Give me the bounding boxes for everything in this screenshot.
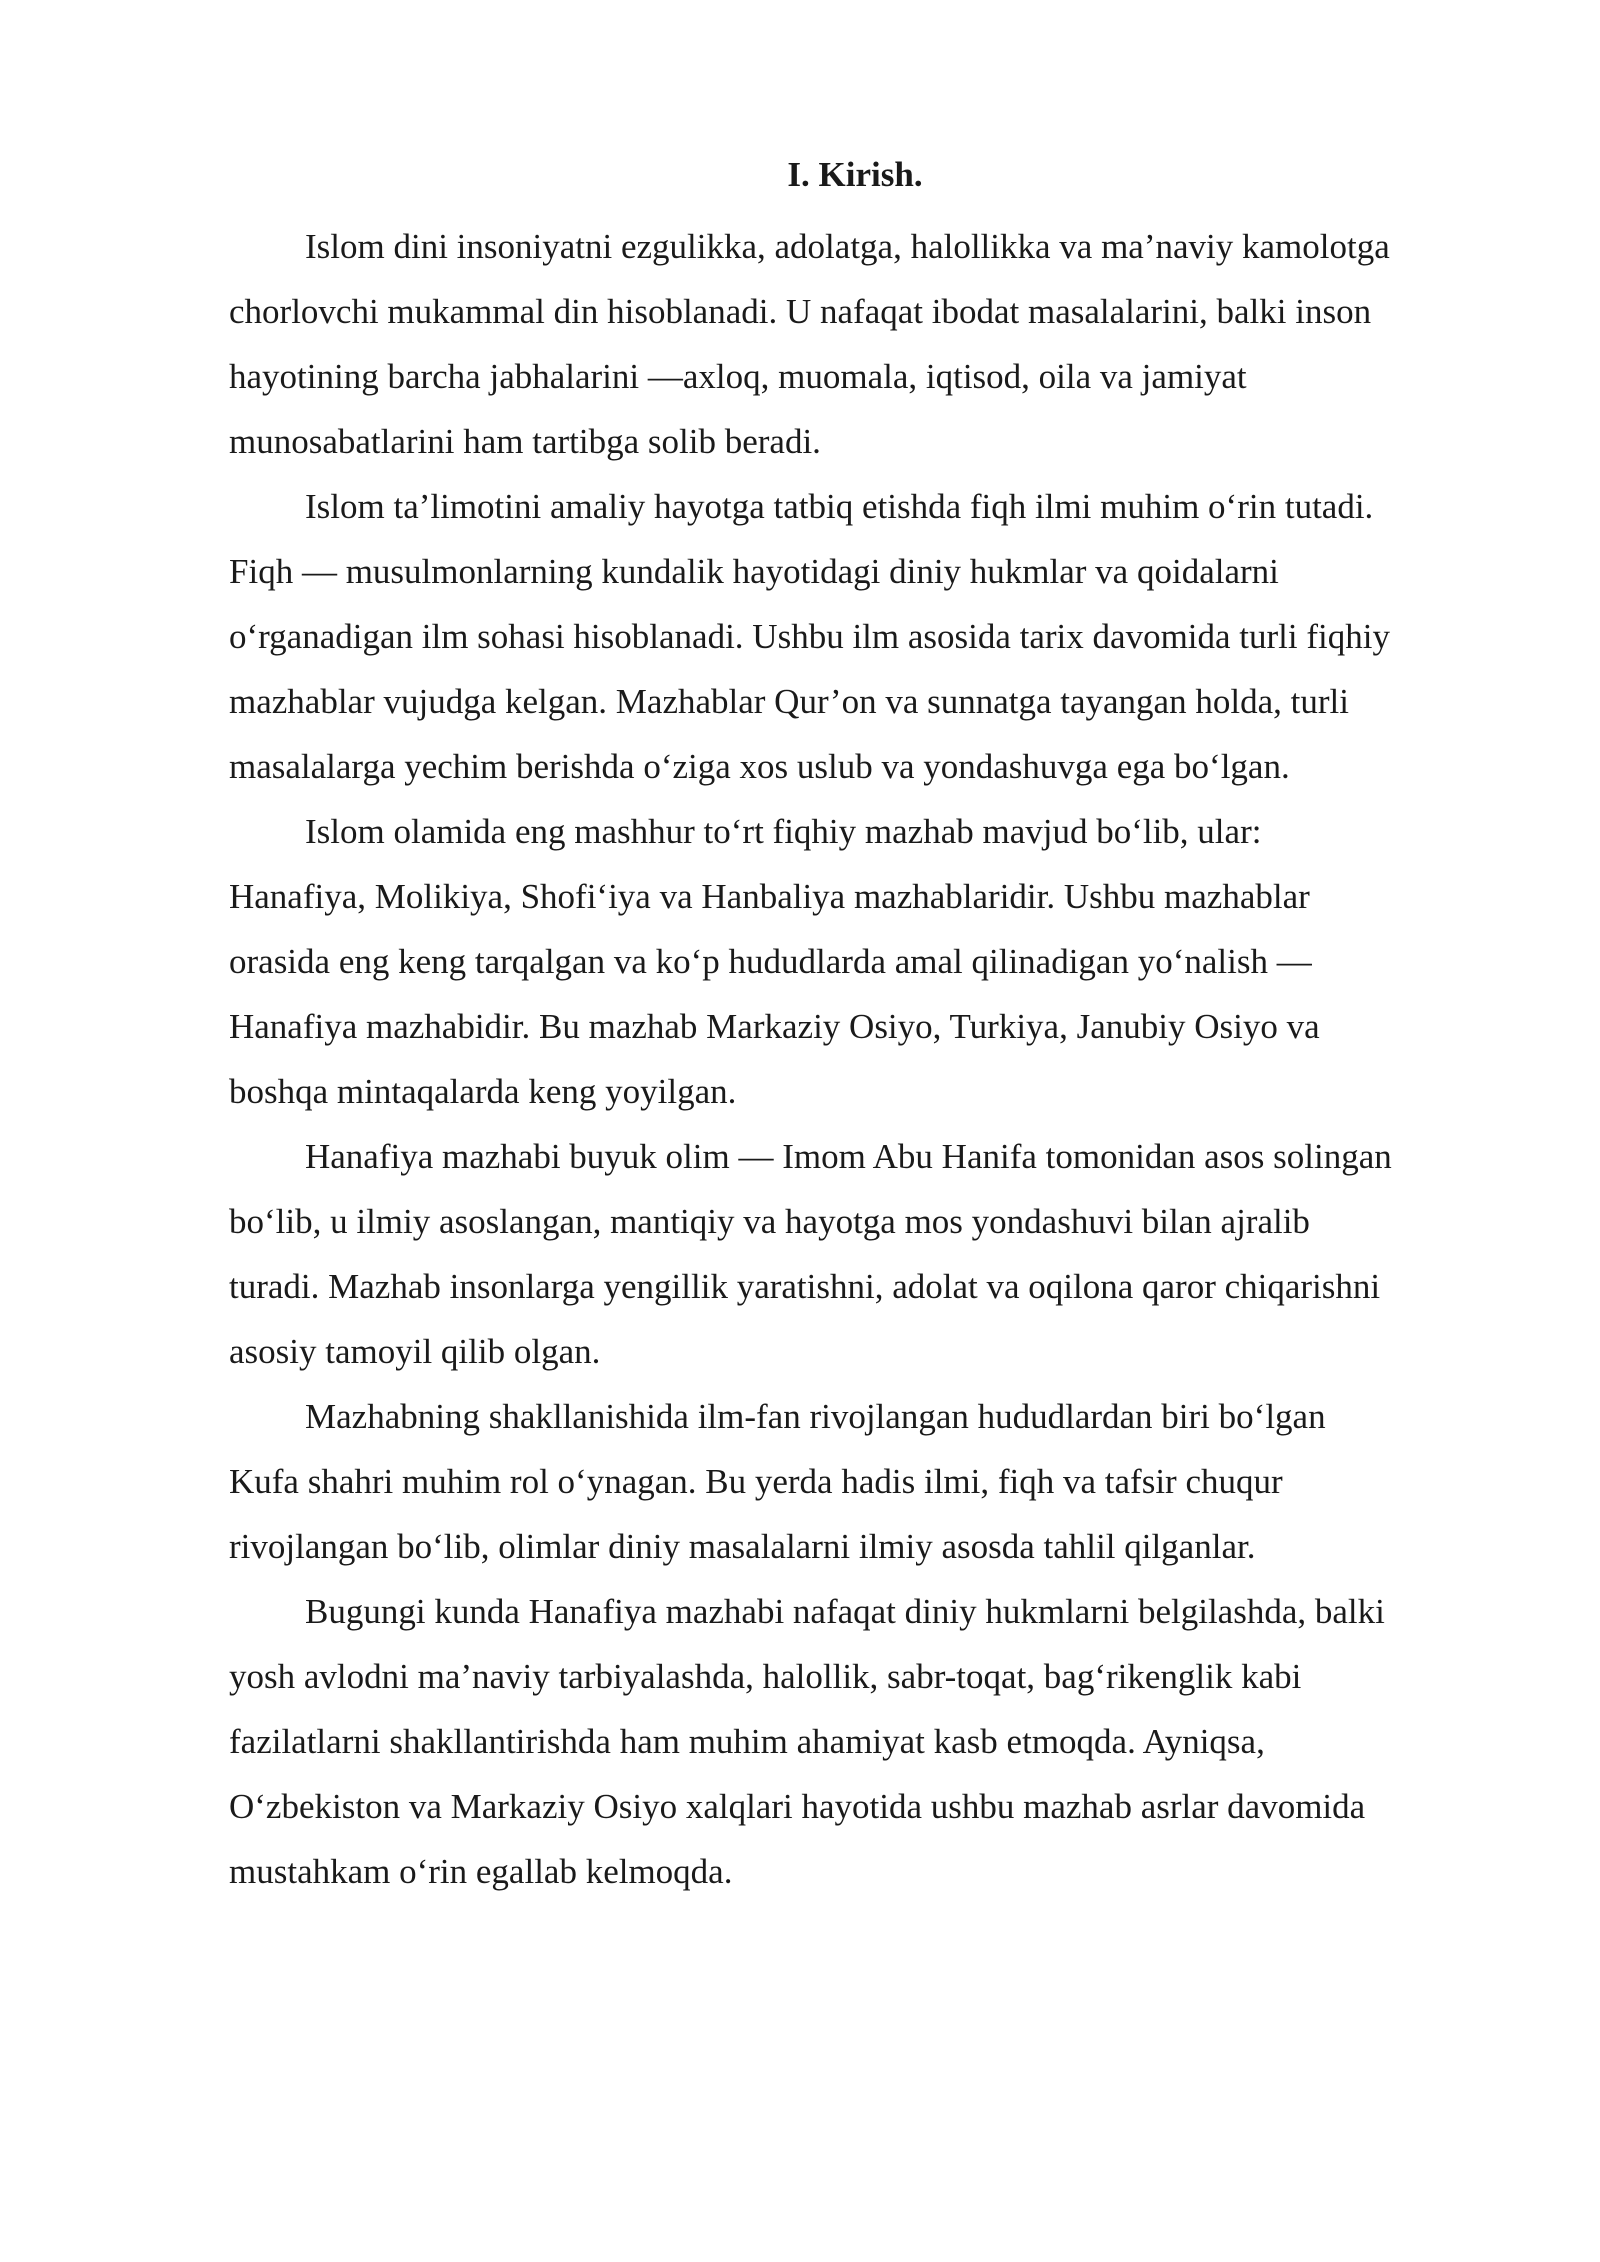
text-line: rivojlangan boʻlib, olimlar diniy masalalarni ilmiy asosda tahlil qilganlar. [229, 1527, 1256, 1566]
paragraph [229, 799, 1481, 1124]
paragraph [229, 1579, 1481, 1904]
text-line: asosiy tamoyil qilib olgan. [229, 1332, 601, 1371]
paragraph [229, 214, 1481, 474]
text-line: turadi. Mazhab insonlarga yengillik yaratishni, adolat va oqilona qaror chiqarishni [229, 1267, 1381, 1306]
text-line: Hanafiya mazhabi buyuk olim — Imom Abu Hanifa tomonidan asos solingan [305, 1137, 1392, 1176]
text-line: Islom ta’limotini amaliy hayotga tatbiq etishda fiqh ilmi muhim oʻrin tutadi. [305, 487, 1374, 526]
text-line: Islom olamida eng mashhur toʻrt fiqhiy mazhab mavjud boʻlib, ular: [305, 812, 1262, 851]
text-line: orasida eng keng tarqalgan va koʻp hududlarda amal qilinadigan yoʻnalish — [229, 942, 1312, 981]
text-line: boshqa mintaqalarda keng yoyilgan. [229, 1072, 737, 1111]
text-line: Kufa shahri muhim rol oʻynagan. Bu yerda hadis ilmi, fiqh va tafsir chuqur [229, 1462, 1283, 1501]
text-line: Fiqh — musulmonlarning kundalik hayotidagi diniy hukmlar va qoidalarni [229, 552, 1279, 591]
paragraph [229, 1124, 1481, 1384]
text-line: yosh avlodni ma’naviy tarbiyalashda, halollik, sabr-toqat, bagʻrikenglik kabi [229, 1657, 1302, 1696]
text-line: Hanafiya, Molikiya, Shofiʻiya va Hanbaliya mazhablaridir. Ushbu mazhablar [229, 877, 1310, 916]
text-line: oʻrganadigan ilm sohasi hisoblanadi. Ushbu ilm asosida tarix davomida turli fiqhiy [229, 617, 1390, 656]
text-line: masalalarga yechim berishda oʻziga xos uslub va yondashuvga ega boʻlgan. [229, 747, 1290, 786]
text-line: mustahkam oʻrin egallab kelmoqda. [229, 1852, 733, 1891]
text-line: boʻlib, u ilmiy asoslangan, mantiqiy va hayotga mos yondashuvi bilan ajralib [229, 1202, 1310, 1241]
text-line: munosabatlarini ham tartibga solib beradi. [229, 422, 821, 461]
text-line: Islom dini insoniyatni ezgulikka, adolatga, halollikka va ma’naviy kamolotga [305, 227, 1390, 266]
text-line: chorlovchi mukammal din hisoblanadi. U nafaqat ibodat masalalarini, balki inson [229, 292, 1372, 331]
section-heading: I. Kirish. [787, 155, 923, 194]
document-body [229, 214, 1481, 1904]
document-page [229, 150, 1481, 1904]
text-line: fazilatlarni shakllantirishda ham muhim ahamiyat kasb etmoqda. Ayniqsa, [229, 1722, 1265, 1761]
text-line: Bugungi kunda Hanafiya mazhabi nafaqat diniy hukmlarni belgilashda, balki [305, 1592, 1385, 1631]
text-line: Hanafiya mazhabidir. Bu mazhab Markaziy Osiyo, Turkiya, Janubiy Osiyo va [229, 1007, 1320, 1046]
text-line: hayotining barcha jabhalarini —axloq, muomala, iqtisod, oila va jamiyat [229, 357, 1247, 396]
paragraph [229, 1384, 1481, 1579]
text-line: Oʻzbekiston va Markaziy Osiyo xalqlari hayotida ushbu mazhab asrlar davomida [229, 1787, 1366, 1826]
paragraph [229, 474, 1481, 799]
text-line: mazhablar vujudga kelgan. Mazhablar Qur’on va sunnatga tayangan holda, turli [229, 682, 1349, 721]
text-line: Mazhabning shakllanishida ilm-fan rivojlangan hududlardan biri boʻlgan [305, 1397, 1326, 1436]
